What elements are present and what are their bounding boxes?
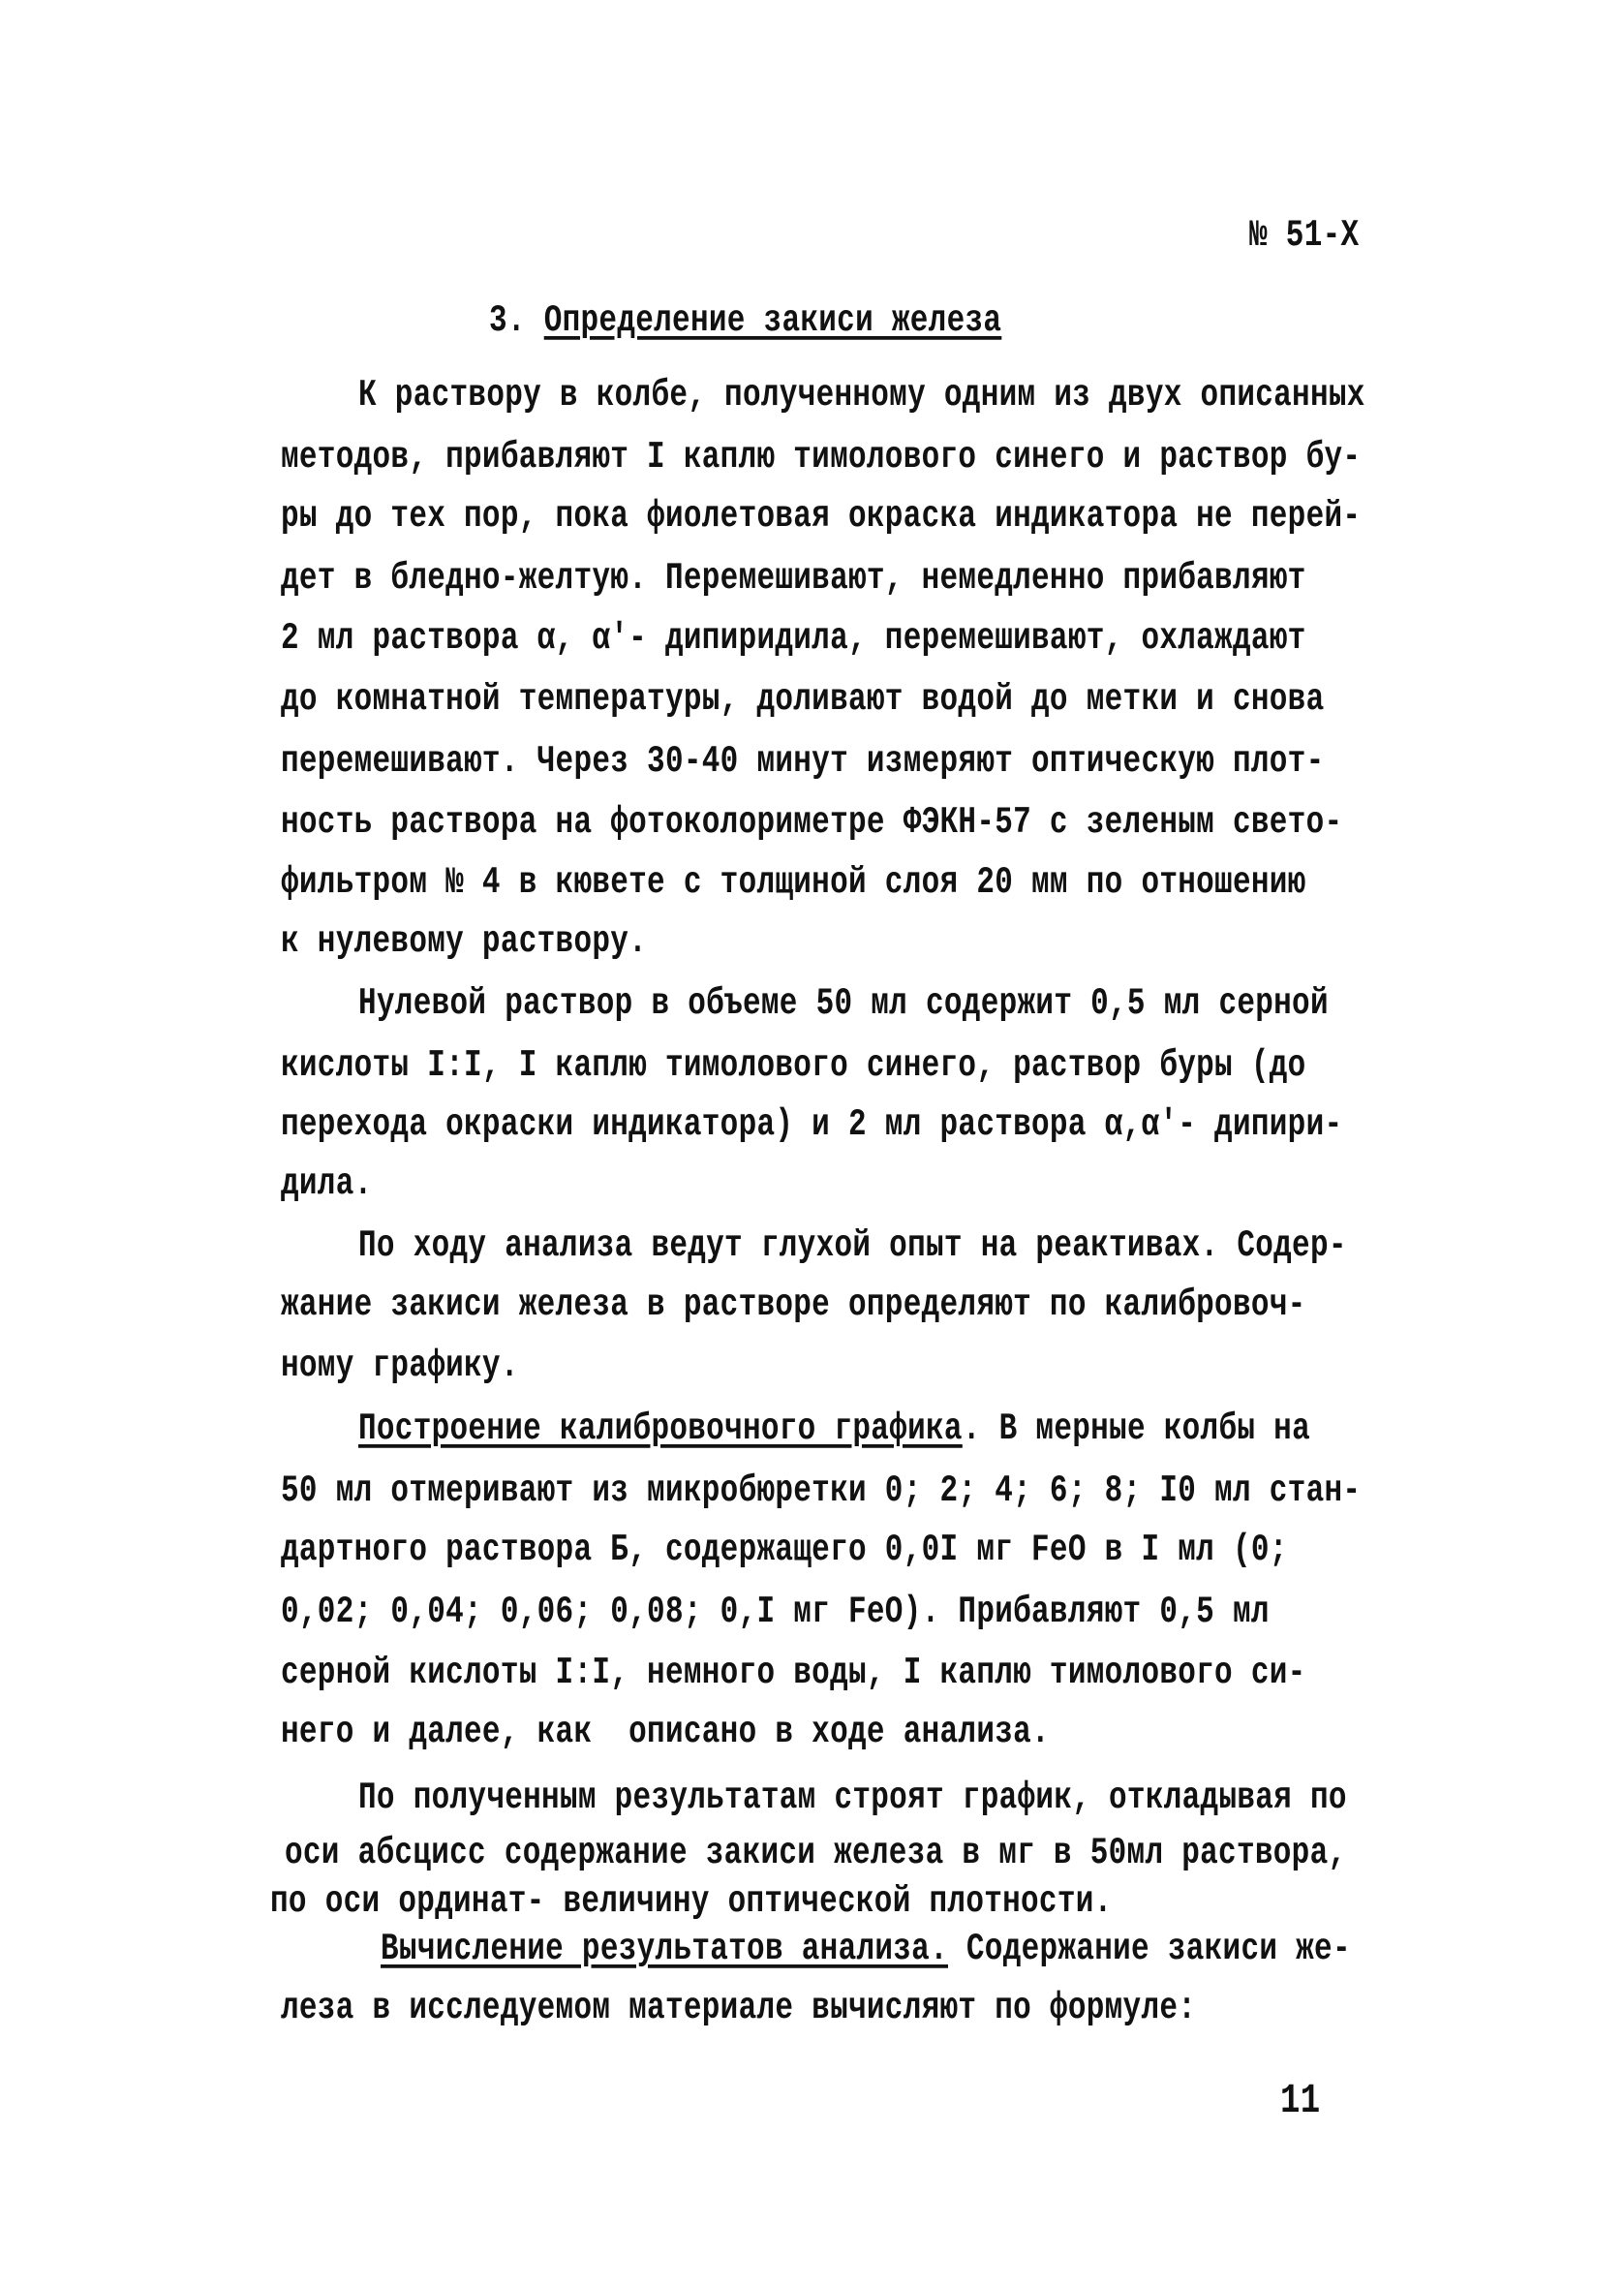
text-line: 2 мл раствора α, α'- дипиридила, перемешивают, охлаждают (281, 617, 1306, 661)
text-line: кислоты I:I, I каплю тимолового синего, раствор буры (до (281, 1044, 1306, 1088)
subheading-calculation: Вычисление результатов анализа. (381, 1928, 948, 1971)
text-segment: . В мерные колбы на (962, 1407, 1310, 1451)
text-line: дила. (281, 1162, 373, 1206)
subheading-calibration: Построение калибровочного графика (358, 1407, 963, 1451)
text-line: жание закиси железа в растворе определяют по калибровоч- (281, 1283, 1306, 1327)
text-line: 0,02; 0,04; 0,06; 0,08; 0,I мг FeO). Прибавляют 0,5 мл (281, 1591, 1270, 1634)
text-line: дартного раствора Б, содержащего 0,0I мг FeO в I мл (0; (281, 1529, 1288, 1572)
text-line (381, 1926, 1351, 1974)
text-line: перемешивают. Через 30-40 минут измеряют оптическую плот- (281, 740, 1325, 784)
text-line: к нулевому раствору. (281, 920, 648, 964)
text-line: него и далее, как описано в ходе анализа. (281, 1711, 1050, 1754)
document-number: № 51-Х (1249, 214, 1360, 258)
page-number: 11 (1280, 2079, 1321, 2125)
text-line: ры до тех пор, пока фиолетовая окраска индикатора не перей- (281, 495, 1362, 539)
text-line (358, 1406, 1310, 1454)
text-line: ному графику. (281, 1345, 519, 1388)
text-line: 50 мл отмеривают из микробюретки 0; 2; 4; 6; 8; I0 мл стан- (281, 1469, 1362, 1513)
text-line: оси абсцисс содержание закиси железа в мг в 50мл раствора, (285, 1832, 1347, 1875)
text-line: до комнатной температуры, доливают водой до метки и снова (281, 678, 1325, 722)
text-line: ность раствора на фотоколориметре ФЭКН-57 с зеленым свето- (281, 801, 1343, 845)
text-line: дет в бледно-желтую. Перемешивают, немедленно прибавляют (281, 557, 1306, 601)
text-line: Нулевой раствор в объеме 50 мл содержит 0,5 мл серной (358, 982, 1329, 1026)
text-line: методов, прибавляют I каплю тимолового синего и раствор бу- (281, 436, 1362, 479)
text-line: По полученным результатам строят график, откладывая по (358, 1777, 1347, 1820)
text-line: перехода окраски индикатора) и 2 мл раствора α,α'- дипири- (281, 1103, 1343, 1147)
section-number: 3. (489, 299, 544, 343)
text-line: По ходу анализа ведут глухой опыт на реактивах. Содер- (358, 1224, 1347, 1268)
text-line: серной кислоты I:I, немного воды, I каплю тимолового си- (281, 1652, 1306, 1695)
text-line: леза в исследуемом материале вычисляют по формуле: (281, 1987, 1197, 2030)
section-title-text: Определение закиси железа (543, 299, 1002, 343)
text-line: по оси ординат- величину оптической плотности. (270, 1880, 1113, 1924)
text-segment: Содержание закиси же- (948, 1928, 1351, 1971)
section-title (489, 297, 1001, 346)
text-line: фильтром № 4 в кювете с толщиной слоя 20 мм по отношению (281, 861, 1306, 905)
text-line: К раствору в колбе, полученному одним из двух описанных (358, 374, 1365, 417)
